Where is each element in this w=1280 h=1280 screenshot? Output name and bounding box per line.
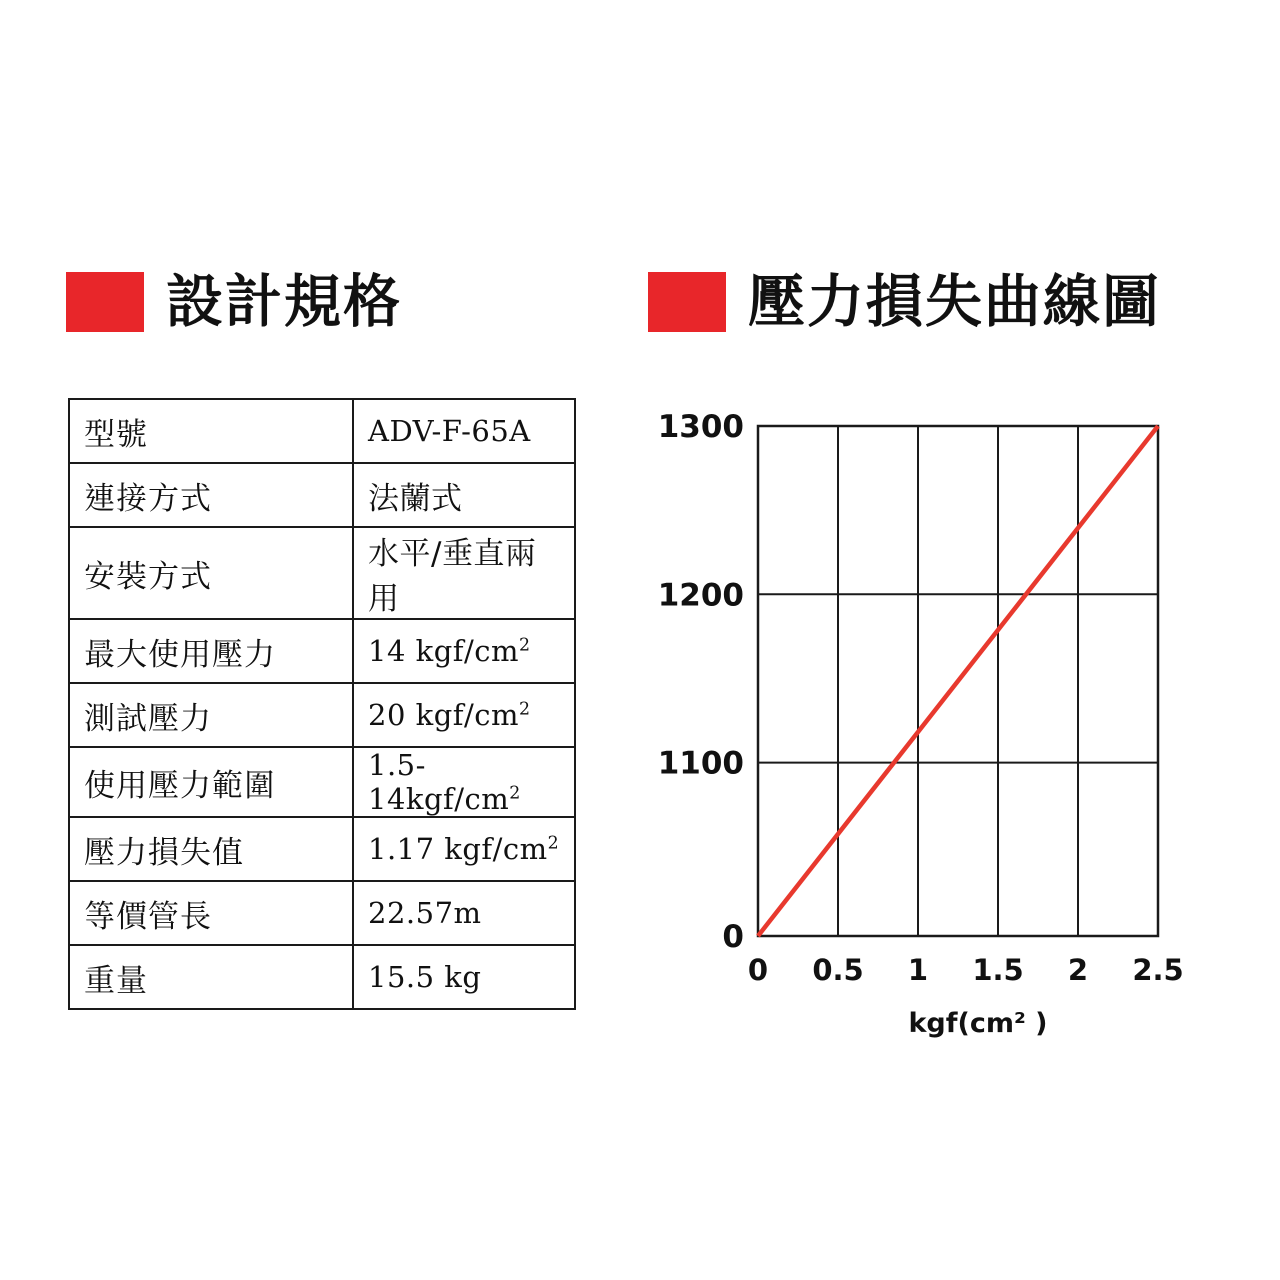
spec-value-superscript: 2 [519,699,531,720]
spec-value-text: 22.57m [368,896,482,930]
spec-label: 安裝方式 [69,527,353,619]
spec-value [353,463,575,527]
spec-label: 型號 [69,399,353,463]
spec-value-text: ADV-F-65A [368,414,531,448]
spec-value [353,881,575,945]
table-row [69,881,575,945]
spec-value [353,747,575,817]
spec-value-text: 1.5-14kgf/cm [368,748,510,816]
chart-section-title: 壓力損失曲線圖 [748,268,1161,335]
spec-value-text: 水平/垂直兩用 [368,536,537,617]
table-row [69,619,575,683]
spec-section-title: 設計規格 [166,268,402,335]
spec-table-container [68,398,576,1010]
x-tick-label: 2 [1067,953,1089,987]
spec-value-text: 1.17 kgf/cm [368,832,548,866]
x-tick-label: 2.5 [1132,953,1184,987]
spec-value [353,527,575,619]
table-row [69,683,575,747]
spec-value [353,399,575,463]
x-tick-label: 0 [747,953,769,987]
spec-value [353,817,575,881]
x-axis-title: kgf(cm² ) [908,1008,1048,1039]
spec-value-text: 法蘭式 [368,480,463,517]
spec-label: 使用壓力範圍 [69,747,353,817]
red-square-marker-icon [648,272,726,332]
spec-value-text: 14 kgf/cm [368,634,520,668]
spec-value [353,683,575,747]
spec-value-text: 20 kgf/cm [368,698,520,732]
table-row [69,945,575,1009]
table-row [69,463,575,527]
chart-section-heading [648,268,1161,335]
y-tick-label: 1100 [657,745,744,782]
x-tick-label: 1.5 [972,953,1024,987]
table-row [69,747,575,817]
chart-svg [648,390,1228,1050]
spec-value [353,619,575,683]
spec-section-heading [66,268,402,335]
spec-label: 重量 [69,945,353,1009]
y-tick-label: 1200 [657,577,744,614]
pressure-loss-chart [648,390,1228,1050]
spec-value-superscript: 2 [509,783,521,804]
y-axis-tick-labels [658,409,744,955]
spec-value-superscript: 2 [547,833,560,854]
table-row [69,527,575,619]
x-axis-tick-labels [748,953,1184,987]
spec-label: 測試壓力 [69,683,353,747]
spec-label: 壓力損失值 [69,817,353,881]
table-row [69,399,575,463]
spec-value-text: 15.5 kg [368,960,482,994]
spec-table-body [69,399,575,1009]
spec-label: 最大使用壓力 [69,619,353,683]
x-tick-label: 1 [907,953,929,987]
spec-label: 等價管長 [69,881,353,945]
spec-value-superscript: 2 [519,635,531,656]
spec-value [353,945,575,1009]
y-tick-label: 1300 [657,409,744,445]
specification-table [68,398,576,1010]
red-square-marker-icon [66,272,144,332]
spec-label: 連接方式 [69,463,353,527]
y-tick-label: 0 [722,919,744,955]
table-row [69,817,575,881]
x-tick-label: 0.5 [812,953,864,987]
